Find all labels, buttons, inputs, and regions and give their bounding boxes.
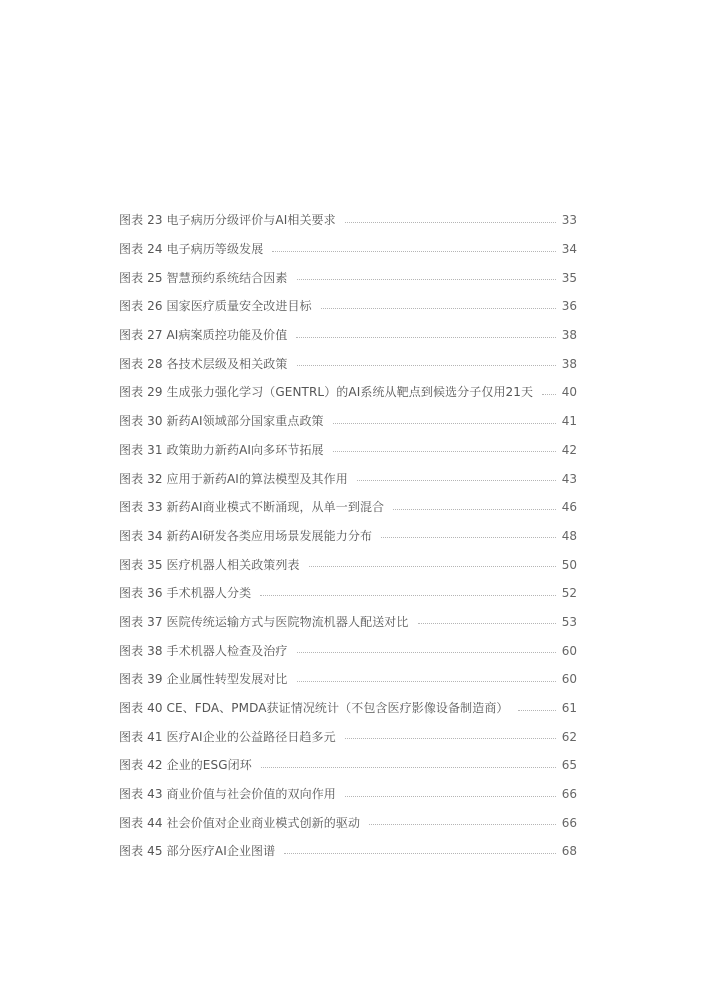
toc-entry[interactable] (119, 436, 577, 465)
toc-entry-title: 图表 41 医疗AI企业的公益路径日趋多元 (119, 729, 336, 744)
dot-leader (309, 566, 556, 567)
toc-entry-title: 图表 32 应用于新药AI的算法模型及其作用 (119, 471, 348, 486)
toc-entry-title: 图表 38 手术机器人检查及治疗 (119, 643, 288, 658)
toc-page-number: 66 (561, 787, 577, 802)
toc-entry-title: 图表 45 部分医疗AI企业图谱 (119, 844, 276, 859)
toc-page-number: 35 (561, 270, 577, 285)
toc-entry[interactable] (119, 292, 577, 321)
dot-leader (542, 394, 556, 395)
dot-leader (297, 652, 557, 653)
toc-page-number: 38 (561, 356, 577, 371)
toc-page-number: 34 (561, 242, 577, 257)
toc-page-number: 41 (561, 414, 577, 429)
toc-page-number: 38 (561, 328, 577, 343)
toc-page-number: 66 (561, 815, 577, 830)
toc-entry[interactable] (119, 378, 577, 407)
toc-entry-title: 图表 25 智慧预约系统结合因素 (119, 270, 288, 285)
toc-page-number: 60 (561, 643, 577, 658)
toc-entry-title: 图表 44 社会价值对企业商业模式创新的驱动 (119, 815, 361, 830)
toc-page-number: 33 (561, 213, 577, 228)
toc-entry[interactable] (119, 407, 577, 436)
dot-leader (345, 738, 556, 739)
toc-entry-title: 图表 42 企业的ESG闭环 (119, 758, 252, 773)
dot-leader (297, 681, 557, 682)
toc-page-number: 48 (561, 528, 577, 543)
dot-leader (393, 509, 556, 510)
toc-entry-title: 图表 30 新药AI领域部分国家重点政策 (119, 414, 324, 429)
toc-entry[interactable] (119, 665, 577, 694)
toc-entry[interactable] (119, 349, 577, 378)
dot-leader (357, 480, 556, 481)
dot-leader (418, 623, 556, 624)
toc-entry[interactable] (119, 464, 577, 493)
toc-entry[interactable] (119, 608, 577, 637)
toc-entry-title: 图表 37 医院传统运输方式与医院物流机器人配送对比 (119, 614, 409, 629)
dot-leader (369, 824, 556, 825)
toc-entry-title: 图表 31 政策助力新药AI向多环节拓展 (119, 442, 324, 457)
toc-entry[interactable] (119, 321, 577, 350)
toc-entry-title: 图表 43 商业价值与社会价值的双向作用 (119, 787, 336, 802)
toc-page-number: 52 (561, 586, 577, 601)
toc-entry[interactable] (119, 235, 577, 264)
toc-entry-title: 图表 27 AI病案质控功能及价值 (119, 328, 288, 343)
toc-entry[interactable] (119, 780, 577, 809)
toc-entry-title: 图表 29 生成张力强化学习（GENTRL）的AI系统从靶点到候选分子仅用21天 (119, 385, 534, 400)
dot-leader (518, 710, 556, 711)
toc-entry-title: 图表 23 电子病历分级评价与AI相关要求 (119, 213, 336, 228)
toc-entry[interactable] (119, 694, 577, 723)
toc-entry-title: 图表 28 各技术层级及相关政策 (119, 356, 288, 371)
toc-entry-title: 图表 26 国家医疗质量安全改进目标 (119, 299, 312, 314)
toc-page-number: 43 (561, 471, 577, 486)
toc-page-number: 62 (561, 729, 577, 744)
toc-page-number: 53 (561, 614, 577, 629)
toc-page-number: 68 (561, 844, 577, 859)
toc-entry[interactable] (119, 522, 577, 551)
dot-leader (296, 337, 556, 338)
toc-entry[interactable] (119, 493, 577, 522)
toc-entry[interactable] (119, 550, 577, 579)
toc-page-number: 50 (561, 557, 577, 572)
dot-leader (333, 423, 556, 424)
dot-leader (297, 365, 557, 366)
table-of-figures (119, 206, 577, 866)
toc-page-number: 61 (561, 701, 577, 716)
toc-entry-title: 图表 24 电子病历等级发展 (119, 242, 264, 257)
toc-entry-title: 图表 40 CE、FDA、PMDA获证情况统计（不包含医疗影像设备制造商） (119, 701, 509, 716)
toc-entry[interactable] (119, 206, 577, 235)
dot-leader (260, 595, 556, 596)
toc-page-number: 40 (561, 385, 577, 400)
dot-leader (261, 767, 556, 768)
toc-entry-title: 图表 33 新药AI商业模式不断涌现，从单一到混合 (119, 500, 385, 515)
toc-page-number: 46 (561, 500, 577, 515)
dot-leader (321, 308, 556, 309)
dot-leader (284, 853, 556, 854)
dot-leader (297, 279, 557, 280)
toc-entry[interactable] (119, 722, 577, 751)
toc-page-number: 42 (561, 442, 577, 457)
dot-leader (345, 222, 556, 223)
toc-page-number: 36 (561, 299, 577, 314)
toc-entry[interactable] (119, 751, 577, 780)
toc-entry-title: 图表 35 医疗机器人相关政策列表 (119, 557, 300, 572)
dot-leader (272, 251, 556, 252)
toc-entry[interactable] (119, 579, 577, 608)
toc-entry-title: 图表 36 手术机器人分类 (119, 586, 252, 601)
toc-entry[interactable] (119, 263, 577, 292)
dot-leader (333, 451, 556, 452)
toc-page-number: 60 (561, 672, 577, 687)
dot-leader (345, 796, 556, 797)
toc-entry[interactable] (119, 636, 577, 665)
toc-entry-title: 图表 34 新药AI研发各类应用场景发展能力分布 (119, 528, 373, 543)
toc-entry-title: 图表 39 企业属性转型发展对比 (119, 672, 288, 687)
toc-page-number: 65 (561, 758, 577, 773)
dot-leader (381, 537, 556, 538)
toc-entry[interactable] (119, 837, 577, 866)
toc-entry[interactable] (119, 808, 577, 837)
